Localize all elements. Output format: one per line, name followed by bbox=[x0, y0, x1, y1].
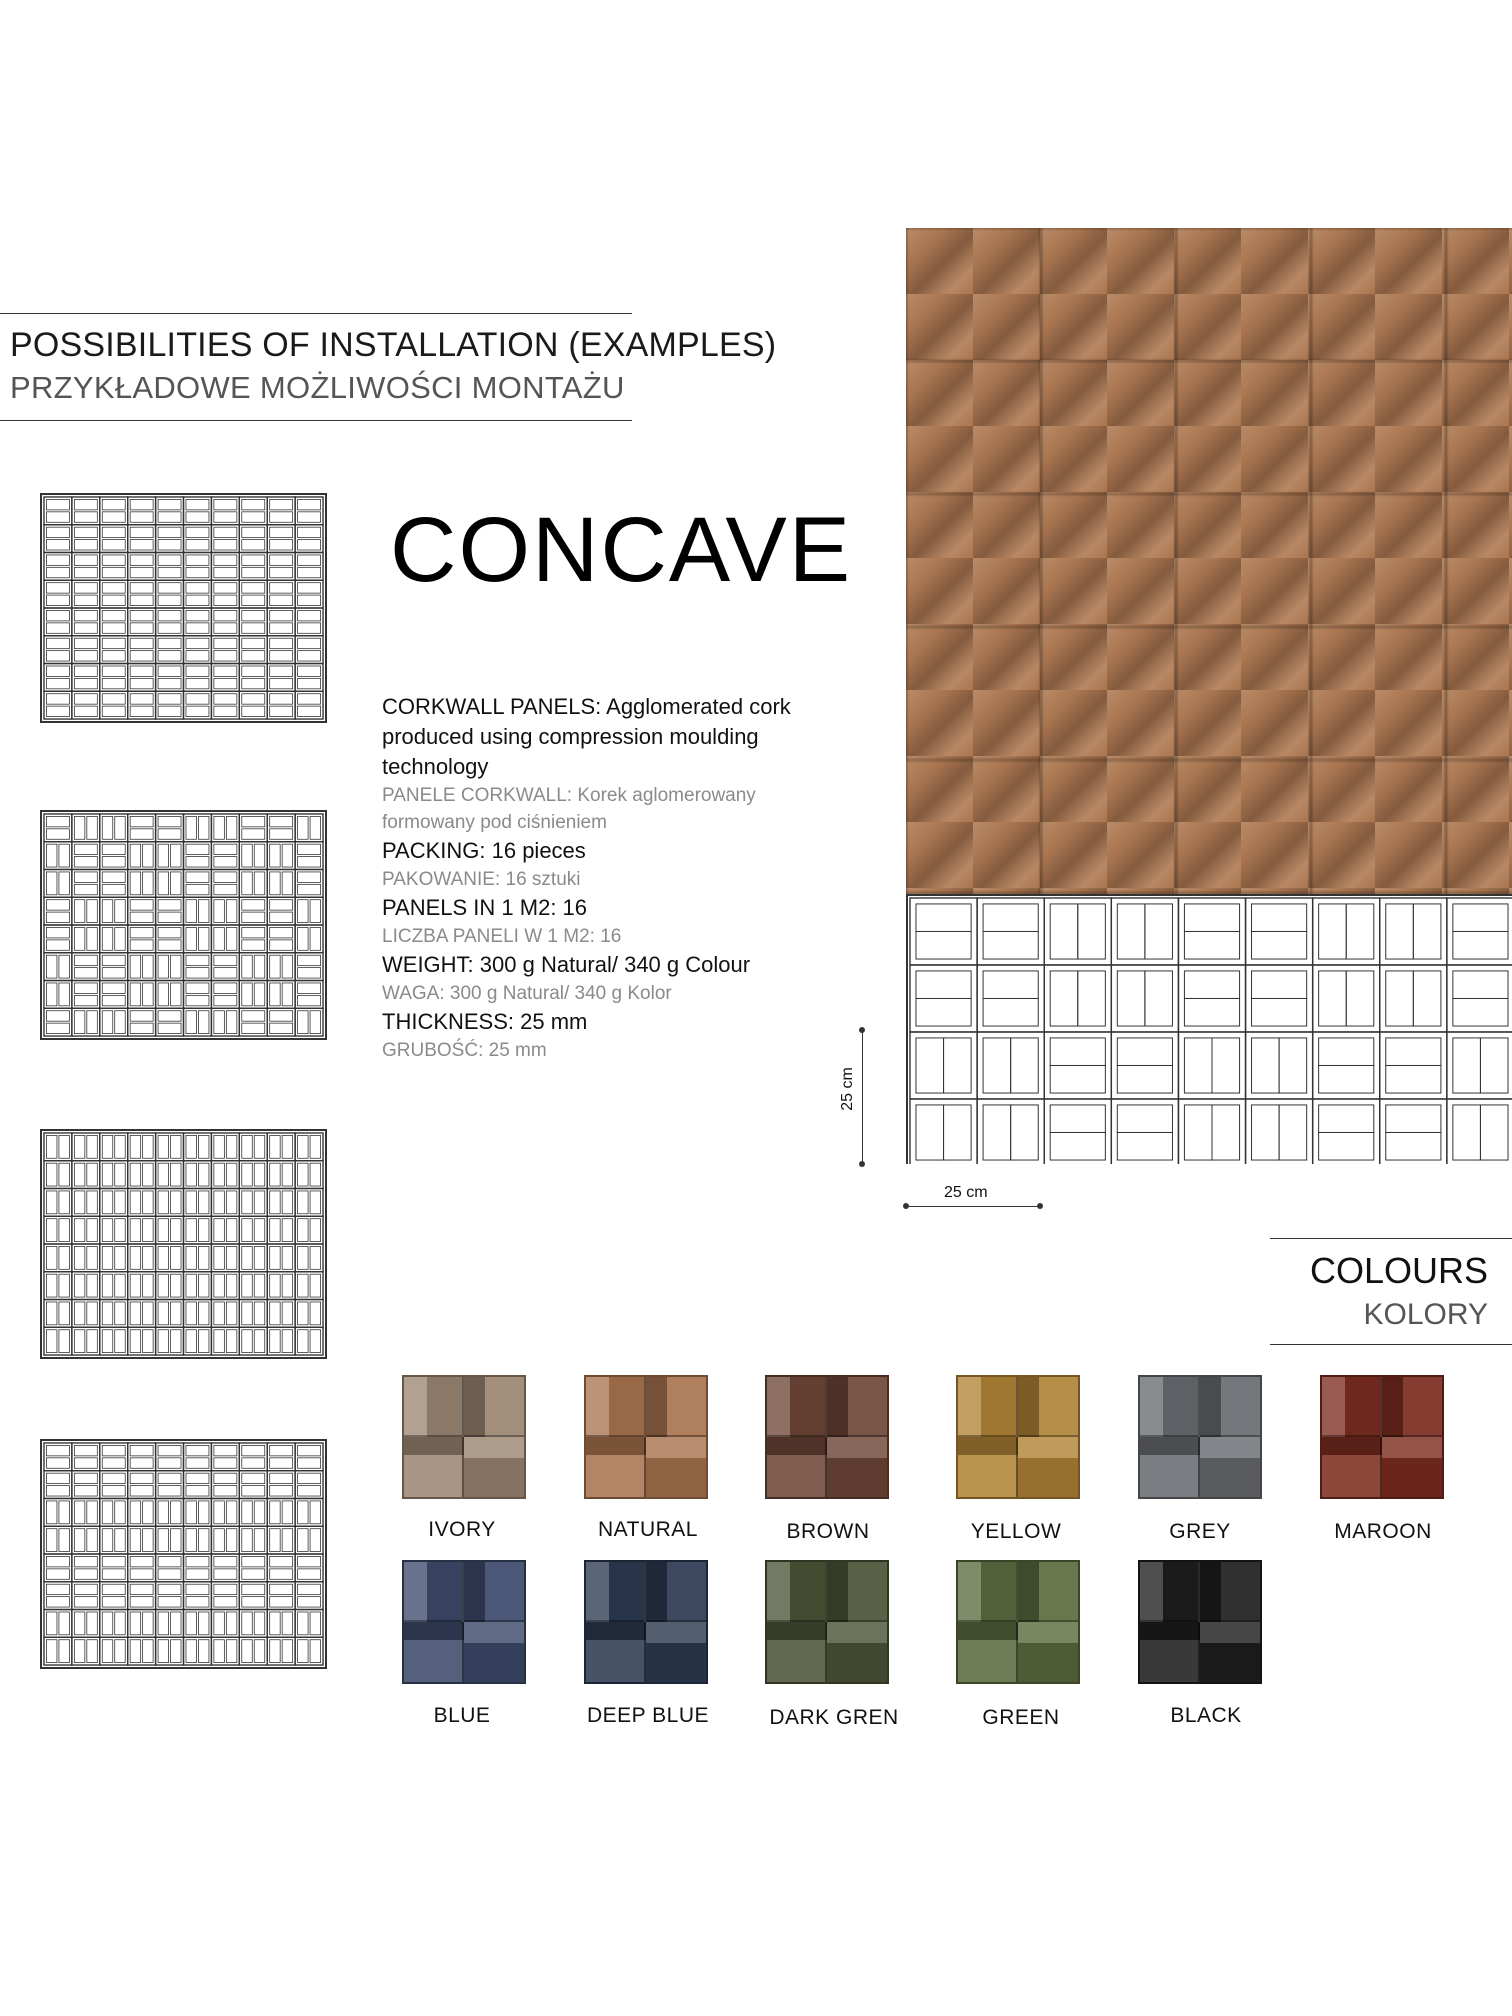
spec-panels-en: PANELS IN 1 M2: 16 bbox=[382, 895, 588, 920]
spec-packing-pl: PAKOWANIE: 16 sztuki bbox=[382, 869, 581, 890]
spec-materials bbox=[382, 692, 842, 836]
swatch-label-dark-gren: DARK GREN bbox=[769, 1706, 899, 1729]
dimension-vertical-line bbox=[862, 1030, 863, 1164]
spec-materials-en: CORKWALL PANELS: Agglomerated cork produced using compression moulding technology bbox=[382, 694, 791, 779]
colours-bottom-rule bbox=[1270, 1344, 1512, 1345]
swatch-green bbox=[956, 1560, 1080, 1684]
swatch-label-maroon: MAROON bbox=[1334, 1520, 1432, 1543]
header-bottom-rule bbox=[0, 420, 632, 421]
colours-title: COLOURS bbox=[1309, 1250, 1488, 1291]
product-name: CONCAVE bbox=[390, 499, 853, 601]
swatch-label-ivory: IVORY bbox=[428, 1518, 496, 1541]
spec-thickness-pl: GRUBOŚĆ: 25 mm bbox=[382, 1040, 547, 1061]
spec-panels-pl: LICZBA PANELI W 1 M2: 16 bbox=[382, 926, 622, 947]
dimension-vertical-label: 25 cm bbox=[838, 1067, 856, 1111]
spec-weight bbox=[382, 950, 842, 1007]
swatch-natural bbox=[584, 1375, 708, 1499]
installation-subtitle: PRZYKŁADOWE MOŻLIWOŚCI MONTAŻU bbox=[10, 370, 625, 405]
swatch-blue bbox=[402, 1560, 526, 1684]
specifications bbox=[382, 692, 842, 1064]
spec-packing-en: PACKING: 16 pieces bbox=[382, 838, 586, 863]
swatch-label-yellow: YELLOW bbox=[970, 1520, 1062, 1543]
spec-panels-per-m2 bbox=[382, 893, 842, 950]
swatch-label-deep-blue: DEEP BLUE bbox=[587, 1704, 709, 1727]
spec-materials-pl: PANELE CORKWALL: Korek aglomerowany formowany pod ciśnieniem bbox=[382, 785, 756, 833]
installation-example-4 bbox=[40, 1439, 327, 1669]
spec-weight-pl: WAGA: 300 g Natural/ 340 g Kolor bbox=[382, 983, 672, 1004]
installation-title: POSSIBILITIES OF INSTALLATION (EXAMPLES) bbox=[10, 326, 777, 364]
swatch-black bbox=[1138, 1560, 1262, 1684]
colours-subtitle: KOLORY bbox=[1363, 1298, 1488, 1331]
spec-thickness bbox=[382, 1007, 842, 1064]
swatch-label-blue: BLUE bbox=[433, 1704, 491, 1727]
swatch-label-black: BLACK bbox=[1170, 1704, 1242, 1727]
colours-top-rule bbox=[1270, 1238, 1512, 1239]
dimension-horizontal-line bbox=[906, 1206, 1040, 1207]
installation-example-3 bbox=[40, 1129, 327, 1359]
swatch-ivory bbox=[402, 1375, 526, 1499]
installation-example-1 bbox=[40, 493, 327, 723]
swatch-label-green: GREEN bbox=[982, 1706, 1060, 1729]
swatch-label-brown: BROWN bbox=[786, 1520, 870, 1543]
swatch-label-grey: GREY bbox=[1169, 1520, 1231, 1543]
spec-thickness-en: THICKNESS: 25 mm bbox=[382, 1009, 588, 1034]
panel-outline-grid bbox=[906, 894, 1512, 1164]
installation-example-2 bbox=[40, 810, 327, 1040]
swatch-label-natural: NATURAL bbox=[598, 1518, 698, 1541]
spec-weight-en: WEIGHT: 300 g Natural/ 340 g Colour bbox=[382, 952, 751, 977]
swatch-brown bbox=[765, 1375, 889, 1499]
swatch-maroon bbox=[1320, 1375, 1444, 1499]
cork-wall-render bbox=[906, 228, 1512, 894]
swatch-deep-blue bbox=[584, 1560, 708, 1684]
swatch-dark-gren bbox=[765, 1560, 889, 1684]
spec-packing bbox=[382, 836, 842, 893]
swatch-grey bbox=[1138, 1375, 1262, 1499]
header-top-rule bbox=[0, 313, 632, 314]
dimension-horizontal-label: 25 cm bbox=[944, 1184, 988, 1201]
swatch-yellow bbox=[956, 1375, 1080, 1499]
